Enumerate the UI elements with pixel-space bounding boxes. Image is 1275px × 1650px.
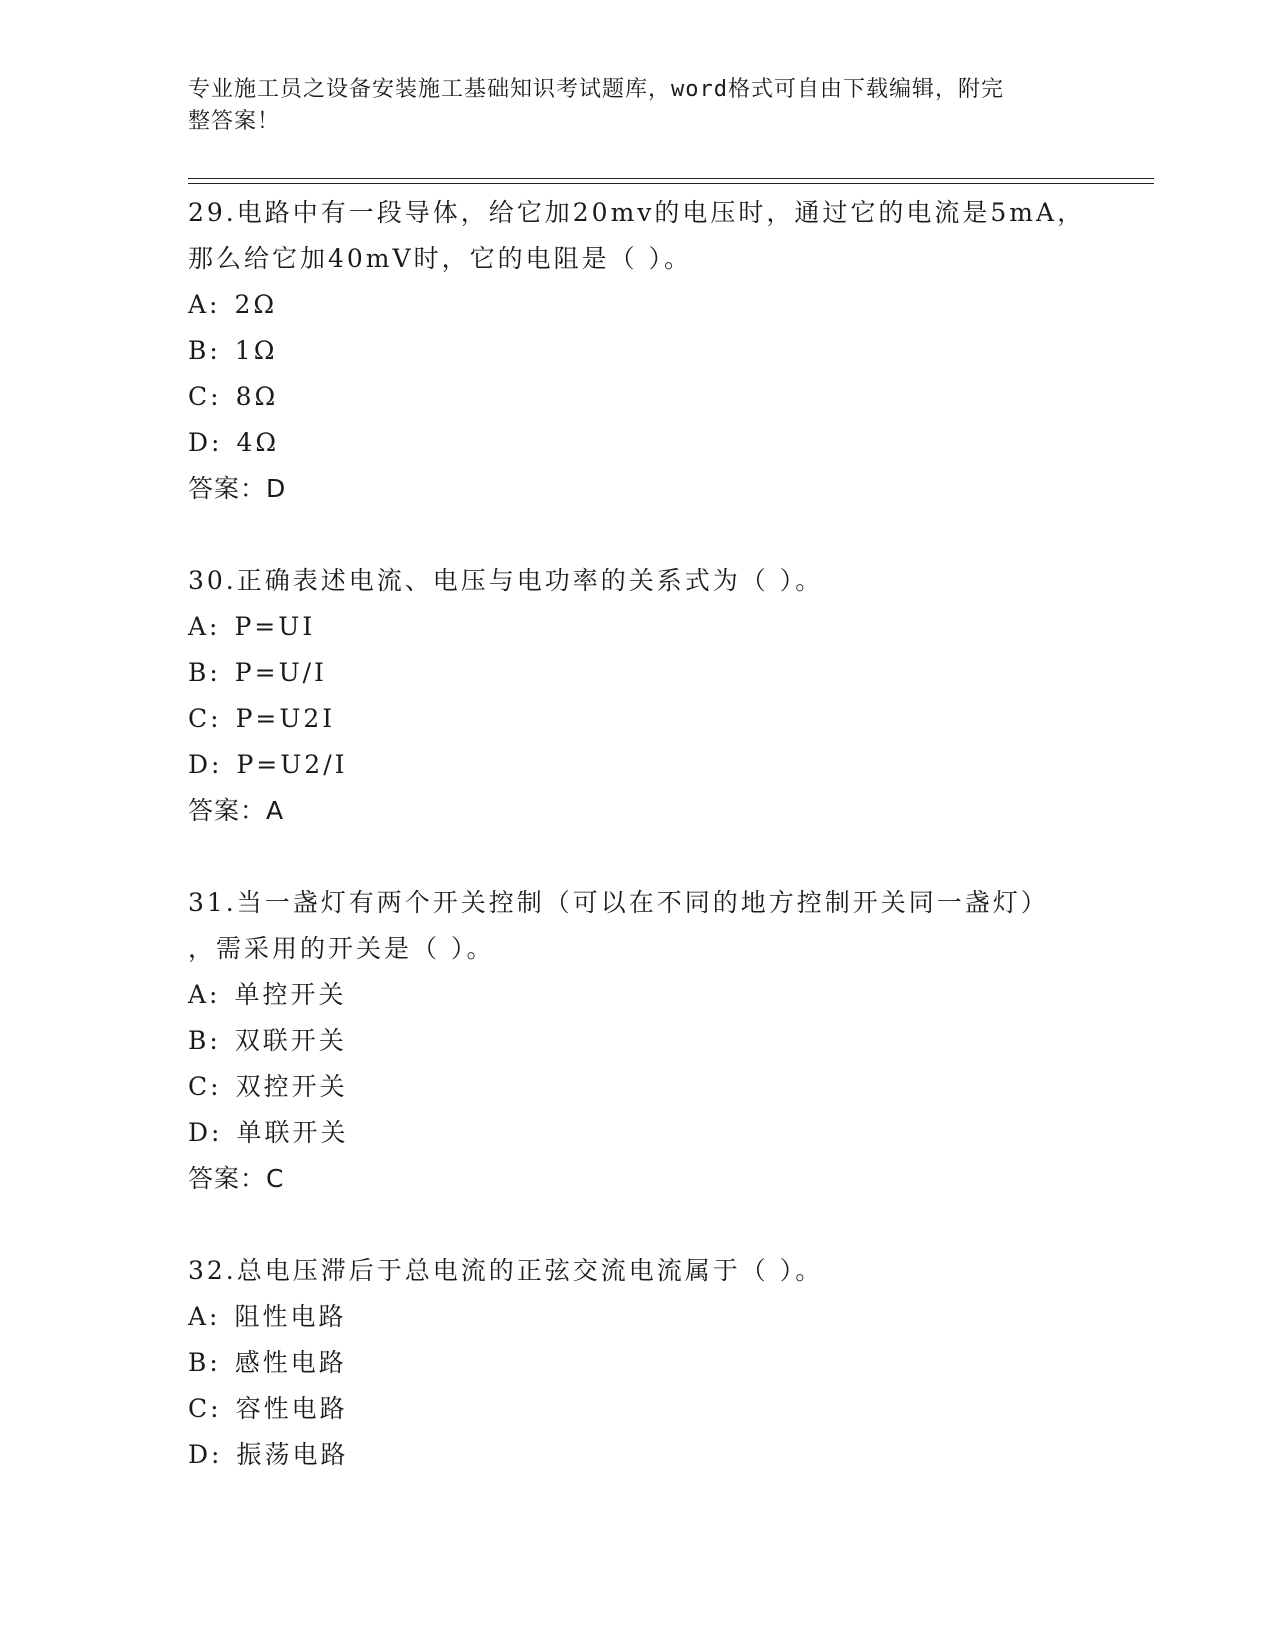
option-letter: C:	[188, 1394, 222, 1423]
option-letter: D:	[188, 428, 223, 457]
question-stem-line-2: ，需采用的开关是（ ）。	[188, 934, 495, 963]
option-b	[188, 650, 1088, 696]
option-text: P=U/I	[234, 658, 327, 687]
option-text: 振荡电路	[236, 1440, 349, 1469]
header-title-line-2: 整答案！	[188, 109, 281, 134]
option-text: P=U2/I	[236, 750, 348, 779]
option-b	[188, 328, 1088, 374]
option-d	[188, 1110, 1088, 1156]
option-c	[188, 1386, 1088, 1432]
option-letter: D:	[188, 750, 223, 779]
option-text: 双控开关	[235, 1072, 348, 1101]
option-b	[188, 1018, 1088, 1064]
question-stem-line-1: 31.当一盏灯有两个开关控制（可以在不同的地方控制开关同一盏灯）	[188, 888, 1049, 917]
question-stem-line-1: 32.总电压滞后于总电流的正弦交流电流属于（ ）。	[188, 1256, 824, 1285]
option-d	[188, 420, 1088, 466]
option-d	[188, 1432, 1088, 1478]
header-divider-top	[188, 178, 1154, 179]
answer-line: 答案：A	[188, 796, 285, 825]
option-b	[188, 1340, 1088, 1386]
option-letter: B:	[188, 1026, 221, 1055]
option-text: 8Ω	[235, 382, 279, 411]
option-c	[188, 1064, 1088, 1110]
option-text: P=UI	[234, 612, 316, 641]
question-29	[188, 190, 1088, 558]
option-text: 感性电路	[234, 1348, 347, 1377]
option-text: 双联开关	[234, 1026, 347, 1055]
option-letter: A:	[188, 290, 221, 319]
option-a	[188, 1294, 1088, 1340]
option-letter: D:	[188, 1118, 223, 1147]
option-text: 1Ω	[234, 336, 278, 365]
option-text: 单控开关	[234, 980, 347, 1009]
option-a	[188, 972, 1088, 1018]
option-text: 2Ω	[234, 290, 278, 319]
option-letter: B:	[188, 336, 221, 365]
option-letter: A:	[188, 980, 221, 1009]
option-text: 容性电路	[235, 1394, 348, 1423]
option-c	[188, 374, 1088, 420]
option-letter: B:	[188, 658, 221, 687]
option-letter: C:	[188, 382, 222, 411]
question-stem-line-2: 那么给它加40mV时，它的电阻是（ ）。	[188, 244, 693, 273]
question-stem-line-1: 30.正确表述电流、电压与电功率的关系式为（ ）。	[188, 566, 824, 595]
question-30	[188, 558, 1088, 880]
question-stem-line-1: 29.电路中有一段导体，给它加20mv的电压时，通过它的电流是5mA，	[188, 198, 1086, 227]
option-d	[188, 742, 1088, 788]
question-list	[188, 190, 1088, 1478]
option-a	[188, 282, 1088, 328]
option-letter: D:	[188, 1440, 223, 1469]
question-31	[188, 880, 1088, 1248]
header-divider-bottom	[188, 183, 1154, 184]
question-spacer	[188, 834, 1088, 880]
answer-line: 答案：D	[188, 474, 287, 503]
question-spacer	[188, 1202, 1088, 1248]
option-text: 单联开关	[236, 1118, 349, 1147]
question-spacer	[188, 512, 1088, 558]
option-letter: B:	[188, 1348, 221, 1377]
option-letter: C:	[188, 1072, 222, 1101]
header-title-line-1: 专业施工员之设备安装施工基础知识考试题库，word格式可自由下载编辑，附完	[188, 77, 1004, 102]
option-letter: C:	[188, 704, 222, 733]
option-text: P=U2I	[235, 704, 336, 733]
option-letter: A:	[188, 1302, 221, 1331]
option-text: 4Ω	[236, 428, 280, 457]
option-text: 阻性电路	[234, 1302, 347, 1331]
option-c	[188, 696, 1088, 742]
document-header	[188, 74, 1068, 138]
answer-line: 答案：C	[188, 1164, 285, 1193]
option-letter: A:	[188, 612, 221, 641]
question-32	[188, 1248, 1088, 1478]
option-a	[188, 604, 1088, 650]
